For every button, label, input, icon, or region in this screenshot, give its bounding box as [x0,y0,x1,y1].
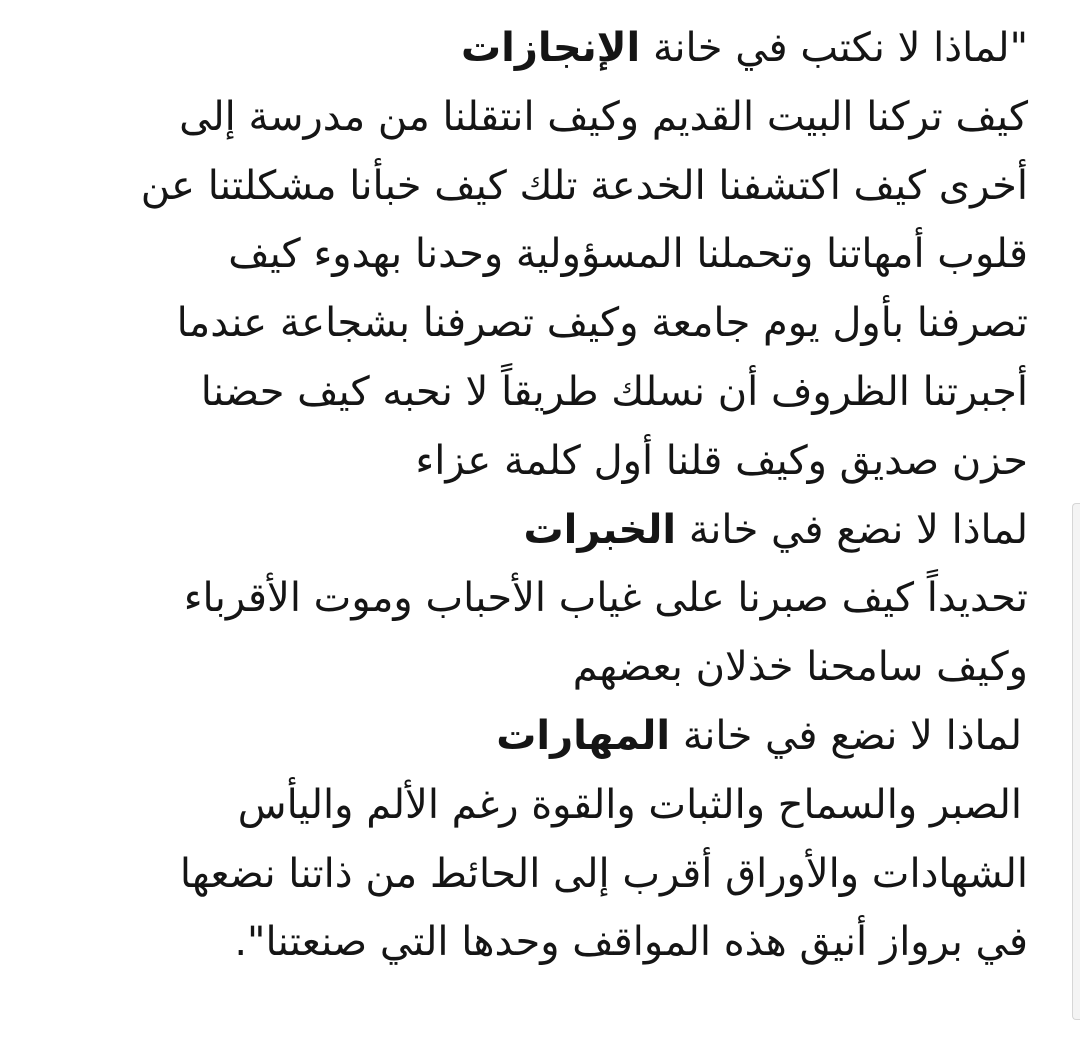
heading-skills [38,702,1028,771]
heading-achievements-keyword: الإنجازات [460,25,641,71]
scroll-indicator[interactable] [1072,503,1080,1020]
text-line-3: قلوب أمهاتنا وتحملنا المسؤولية وحدنا بهدوء كيف [228,231,1028,278]
text-line-1: كيف تركنا البيت القديم وكيف انتقلنا من مدرسة إلى [179,93,1028,140]
text-line-5: أجبرتنا الظروف أن نسلك طريقاً لا نحبه كيف حضنا [200,368,1028,415]
text-line-12: الشهادات والأوراق أقرب إلى الحائط من ذاتنا نضعها [179,850,1028,897]
heading-achievements-prefix: "لماذا لا نكتب في خانة [640,25,1028,71]
text-line-11: الصبر والسماح والثبات والقوة رغم الألم واليأس [237,781,1022,828]
heading-experiences [38,496,1028,565]
heading-experiences-keyword: الخبرات [523,506,677,553]
text-line-9: وكيف سامحنا خذلان بعضهم [572,644,1028,691]
heading-achievements [38,14,1028,83]
text-line-8: تحديداً كيف صبرنا على غياب الأحباب وموت الأقرباء [183,575,1028,622]
heading-experiences-prefix: لماذا لا نضع في خانة [676,506,1028,553]
heading-skills-prefix: لماذا لا نضع في خانة [670,712,1022,759]
text-line-6: حزن صديق وكيف قلنا أول كلمة عزاء [415,437,1028,484]
quote-text [38,14,1028,977]
text-line-13: في برواز أنيق هذه المواقف وحدها التي صنعتنا". [234,919,1028,966]
text-line-2: أخرى كيف اكتشفنا الخدعة تلك كيف خبأنا مشكلتنا عن [140,162,1028,209]
heading-skills-keyword: المهارات [496,712,671,759]
text-line-4: تصرفنا بأول يوم جامعة وكيف تصرفنا بشجاعة عندما [176,300,1028,347]
